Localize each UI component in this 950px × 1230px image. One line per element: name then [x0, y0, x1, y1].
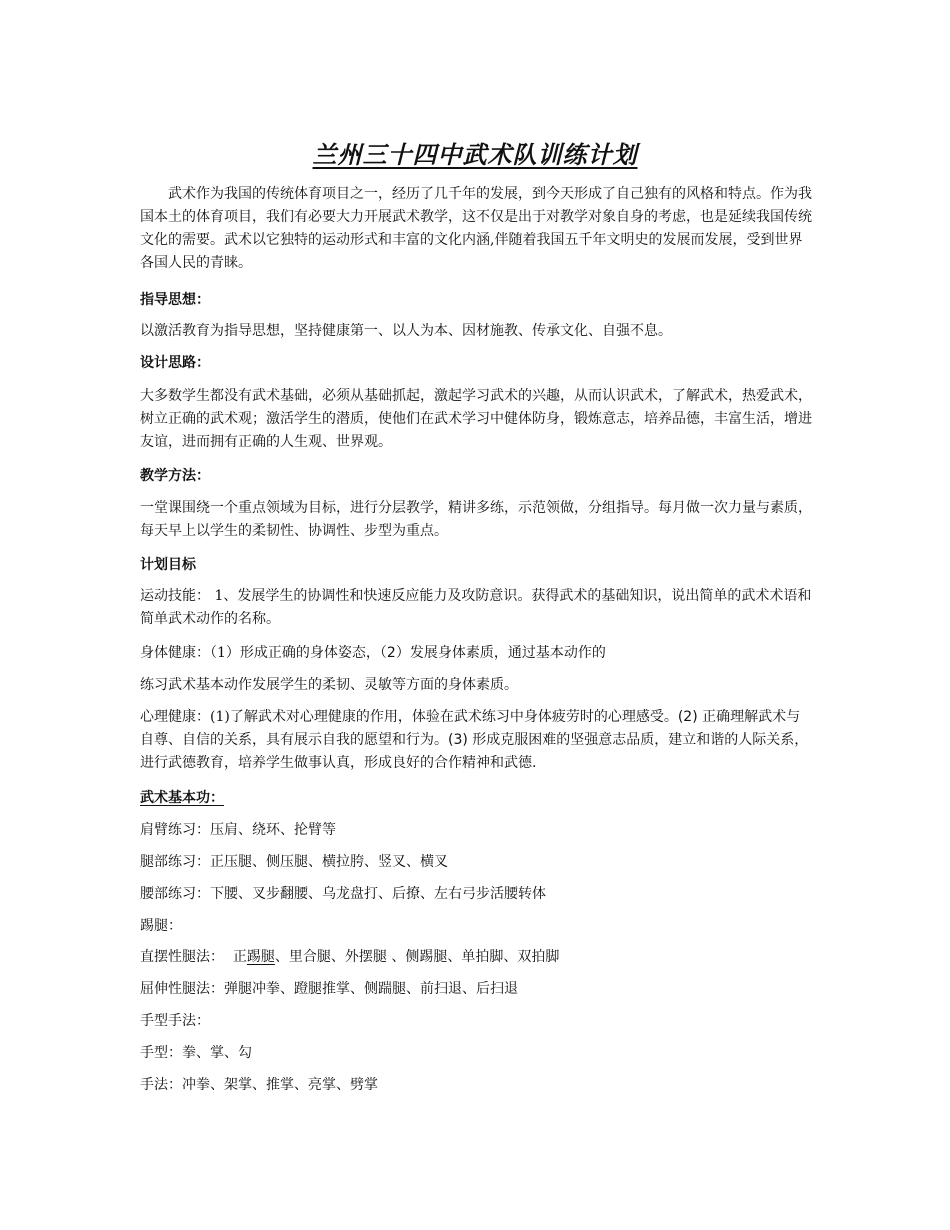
- straight-kick-underlined: 踢腿: [246, 949, 275, 965]
- mental-health-tail: ，进行武德教育，培养学生做事认真，形成良好的合作精神和武德.: [140, 732, 809, 771]
- straight-kick-rest: 、里合腿、外摆腿 、侧踢腿、单拍脚、双拍脚: [274, 949, 560, 965]
- basics-heading: 武术基本功：: [140, 790, 224, 806]
- physical-health-line: [140, 642, 812, 665]
- design-text: 大多数学生都没有武术基础，必须从基础抓起，激起学习武术的兴趣，从而认识武术，了解武术，热爱武术，树立正确的武术观；激活学生的潜质，使他们在武术学习中健体防身，锻炼意志，培养品德，丰富生活，增进友谊，进而拥有正确的人生观、世界观。: [140, 388, 812, 450]
- intro-emphasis: 伴随着我国五千年文明史的发展而发展，受到世界各国人民的青睐。: [140, 232, 803, 271]
- method-heading: 教学方法：: [140, 468, 210, 484]
- basics-item-kicks: 踢腿：: [140, 918, 182, 934]
- document-title: 兰州三十四中武术队训练计划: [312, 141, 638, 169]
- motor-skill-paragraph: [140, 585, 812, 631]
- physical-health-label: 身体健康：（1）: [140, 645, 240, 661]
- hand-form-heading: 手型手法：: [140, 1013, 210, 1029]
- flex-kick-line: 屈伸性腿法：弹腿冲拳、蹬腿推掌、侧踹腿、前扫退、后扫退: [140, 981, 518, 997]
- physical-health-text: 形成正确的身体姿态，（2）发展身体素质，通过基本动作的: [239, 645, 606, 661]
- motor-skill-text: 1、发展学生的协调性和快速反应能力及攻防意识。获得武术的基础知识，说出简单的武术术语和简单武术动作的名称。: [140, 588, 812, 627]
- design-heading: 设计思路：: [140, 355, 210, 371]
- basics-item-leg: 腿部练习：正压腿、侧压腿、横拉胯、竖叉、横叉: [140, 854, 448, 870]
- hand-shapes-line: 手型：拳、掌、勾: [140, 1045, 252, 1061]
- goals-heading: 计划目标: [140, 557, 196, 573]
- motor-skill-label: 运动技能：: [140, 588, 210, 604]
- guiding-heading: 指导思想：: [140, 292, 210, 308]
- straight-kick-label: 直摆性腿法： 正: [140, 949, 247, 965]
- mental-health-emphasis: 了解武术对心理健康的作用，体验在武术练习中身体疲劳时的心理感受。(2) 正确理解武术与自尊、自信的关系，具有展示自我的愿望和行为。(3) 形成克服困难的坚强意志品质，建立和谐的人际关系: [140, 709, 801, 748]
- physical-health-continuation: 练习武术基本动作发展学生的柔韧、灵敏等方面的身体素质。: [140, 677, 518, 693]
- method-text: 一堂课围绕一个重点领域为目标，进行分层教学，精讲多练，示范领做，分组指导。每月做一次力量与素质，每天早上以学生的柔韧性、协调性、步型为重点。: [140, 500, 812, 539]
- intro-text: 武术作为我国的传统体育项目之一，经历了几千年的发展，到今天形成了自己独有的风格和特点。作为我国本土的体育项目，我们有必要大力开展武术教学，这不仅是出于对教学对象自身的考虑，也是延续我国传统文化的需要。武术以它独特的运动形式和丰富的文化内涵,: [140, 186, 812, 248]
- basics-item-waist: 腰部练习：下腰、叉步翻腰、乌龙盘打、后撩、左右弓步活腰转体: [140, 886, 546, 902]
- straight-kick-line: [140, 946, 812, 969]
- mental-health-paragraph: [140, 706, 812, 775]
- basics-item-shoulder: 肩臂练习：压肩、绕环、抡臂等: [140, 822, 336, 838]
- intro-paragraph: [140, 183, 812, 275]
- hand-techniques-line: 手法：冲拳、架掌、推掌、亮掌、劈掌: [140, 1077, 378, 1093]
- mental-health-label: 心理健康：(1): [140, 709, 230, 725]
- guiding-text: 以激活教育为指导思想，坚持健康第一、以人为本、因材施教、传承文化、自强不息。: [140, 323, 672, 339]
